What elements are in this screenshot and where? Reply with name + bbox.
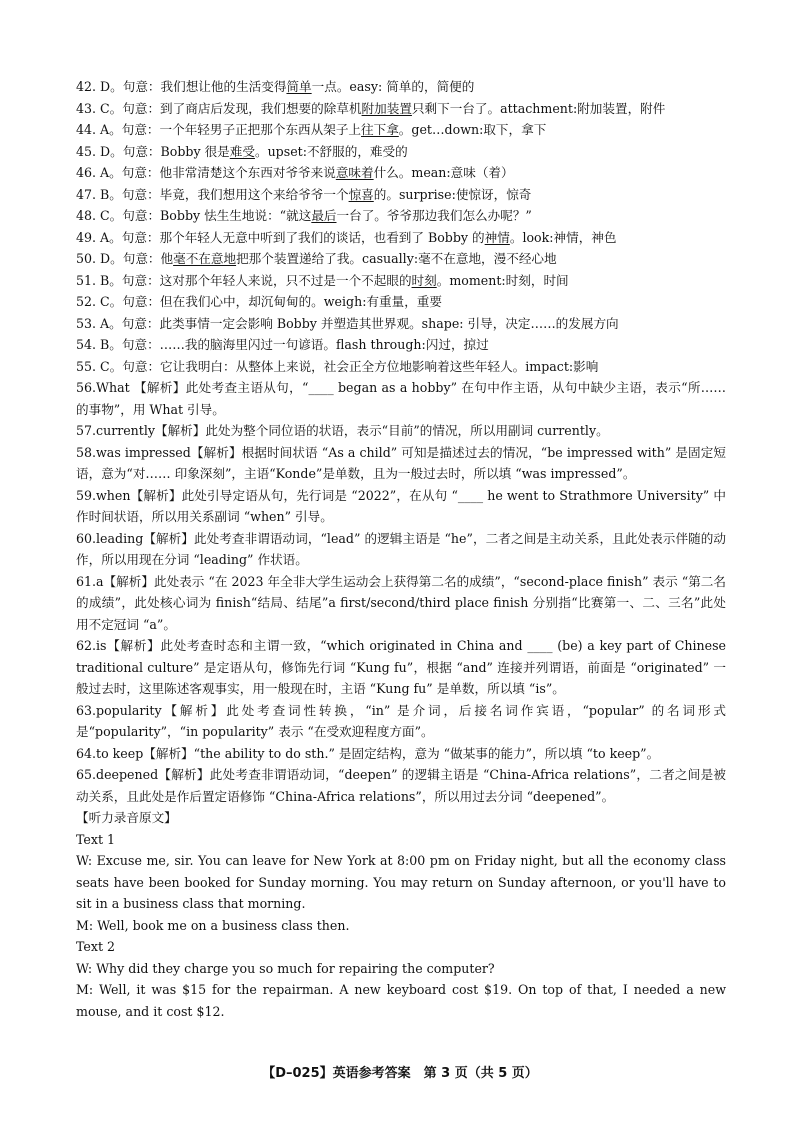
- mc-answer-47: 47. B。句意：毕竟，我们想用这个来给爷爷一个惊喜的。surprise:使惊讶，惊奇: [76, 186, 532, 202]
- mc-answer-43: 43. C。句意：到了商店后发现，我们想要的除草机附加装置只剩下一台了。attachment:附加装置，附件: [76, 100, 666, 116]
- fill-answer-63: 63.popularity【解析】此处考查词性转换，“in” 是介词，后接名词作宾语，“popular” 的名词形式是“popularity”，“in popularity” 表示 “在受欢迎程度方面”。: [76, 702, 726, 739]
- mc-answer-50: 50. D。句意：他毫不在意地把那个装置递给了我。casually:毫不在意地，漫不经心地: [76, 251, 557, 266]
- mc-answer-42: 42. D。句意：我们想让他的生活变得简单一点。easy: 简单的，简便的: [76, 79, 475, 94]
- text1-label: Text 1: [76, 831, 116, 847]
- mc-answer-45: 45. D。句意：Bobby 很是难受。upset:不舒服的，难受的: [76, 143, 408, 159]
- fill-answer-61: 61.a【解析】此处表示 “在 2023 年全非大学生运动会上获得第二名的成绩”，“second-place finish” 表示 “第二名的成绩”，此处核心词为 finish“结局、结尾”a first/second/third place finish 分别指“比赛第一、二、三名”此处用不定冠词 “a”。: [76, 573, 726, 632]
- text2-label: Text 2: [76, 939, 116, 954]
- mc-answer-46: 46. A。句意：他非常清楚这个东西对爷爷来说意味着什么。mean:意味（着）: [76, 165, 514, 180]
- fill-answer-57: 57.currently【解析】此处为整个同位语的状语，表示“目前”的情况，所以用副词 currently。: [76, 423, 609, 438]
- mc-answer-54: 54. B。句意：……我的脑海里闪过一句谚语。flash through:闪过，掠过: [76, 337, 489, 352]
- fill-answer-56: 56.What 【解析】此处考查主语从句，“____ began as a hobby” 在句中作主语，从句中缺少主语，表示“所…… 的事物”，用 What 引导。: [76, 380, 726, 417]
- text1-woman: W: Excuse me, sir. You can leave for New York at 8:00 pm on Friday night, but all the economy class seats have been booked for Sunday morning. You may return on Sunday afternoon, or you'll have to sit in a business class that morning.: [76, 853, 726, 911]
- mc-answer-51: 51. B。句意：这对那个年轻人来说，只不过是一个不起眼的时刻。moment:时刻，时间: [76, 272, 569, 288]
- fill-answer-64: 64.to keep【解析】“the ability to do sth.” 是固定结构，意为 “做某事的能力”，所以填 “to keep”。: [76, 745, 660, 761]
- listening-heading: 【听力录音原文】: [76, 810, 177, 825]
- page-footer: 【D–025】英语参考答案 第 3 页（共 5 页）: [262, 1066, 538, 1081]
- mc-answer-53: 53. A。句意：此类事情一定会影响 Bobby 并塑造其世界观。shape: 引导，决定……的发展方向: [76, 315, 619, 331]
- text2-man: M: Well, it was $15 for the repairman. A new keyboard cost $19. On top of that, I needed a new mouse, and it cost $12.: [76, 982, 726, 1019]
- fill-answer-65: 65.deepened【解析】此处考查非谓语动词，“deepen” 的逻辑主语是 “China-Africa relations”，二者之间是被动关系，且此处是作后置定语修饰 “China-Africa relations”，所以用过去分词 “deepened”。: [76, 767, 726, 804]
- mc-answer-55: 55. C。句意：它让我明白：从整体上来说，社会正全方位地影响着这些年轻人。impact:影响: [76, 358, 599, 374]
- answer-content: [76, 76, 726, 1022]
- mc-answer-49: 49. A。句意：那个年轻人无意中听到了我们的谈话，也看到了 Bobby 的神情。look:神情，神色: [76, 229, 617, 245]
- mc-answer-48: 48. C。句意：Bobby 怯生生地说：“就这最后一台了。爷爷那边我们怎么办呢？”: [76, 208, 532, 223]
- text2-woman: W: Why did they charge you so much for repairing the computer?: [76, 960, 495, 976]
- mc-answer-44: 44. A。句意：一个年轻男子正把那个东西从架子上往下拿。get…down:取下，拿下: [76, 122, 547, 137]
- mc-answer-52: 52. C。句意：但在我们心中，却沉甸甸的。weigh:有重量，重要: [76, 294, 442, 309]
- text1-man: M: Well, book me on a business class then.: [76, 917, 350, 933]
- fill-answer-62: 62.is【解析】此处考查时态和主谓一致，“which originated in China and ____ (be) a key part of Chinese traditional culture” 是定语从句，修饰先行词 “Kung fu”，根据 “and” 连接并列谓语，前面是 “originated” 一般过去时，这里陈述客观事实，用一般现在时，主语 “Kung fu” 是单数，所以填 “is”。: [76, 638, 726, 696]
- fill-answer-58: 58.was impressed【解析】根据时间状语 “As a child” 可知是描述过去的情况，“be impressed with” 是固定短语，意为“对…… 印象深刻”，主语“Konde”是单数，且为一般过去时，所以填 “was impressed”。: [76, 444, 726, 481]
- fill-answer-60: 60.leading【解析】此处考查非谓语动词，“lead” 的逻辑主语是 “he”，二者之间是主动关系，且此处表示伴随的动作，所以用现在分词 “leading” 作状语。: [76, 530, 726, 567]
- fill-answer-59: 59.when【解析】此处引导定语从句，先行词是 “2022”，在从句 “____ he went to Strathmore University” 中作时间状语，所以用关系副词 “when” 引导。: [76, 487, 726, 524]
